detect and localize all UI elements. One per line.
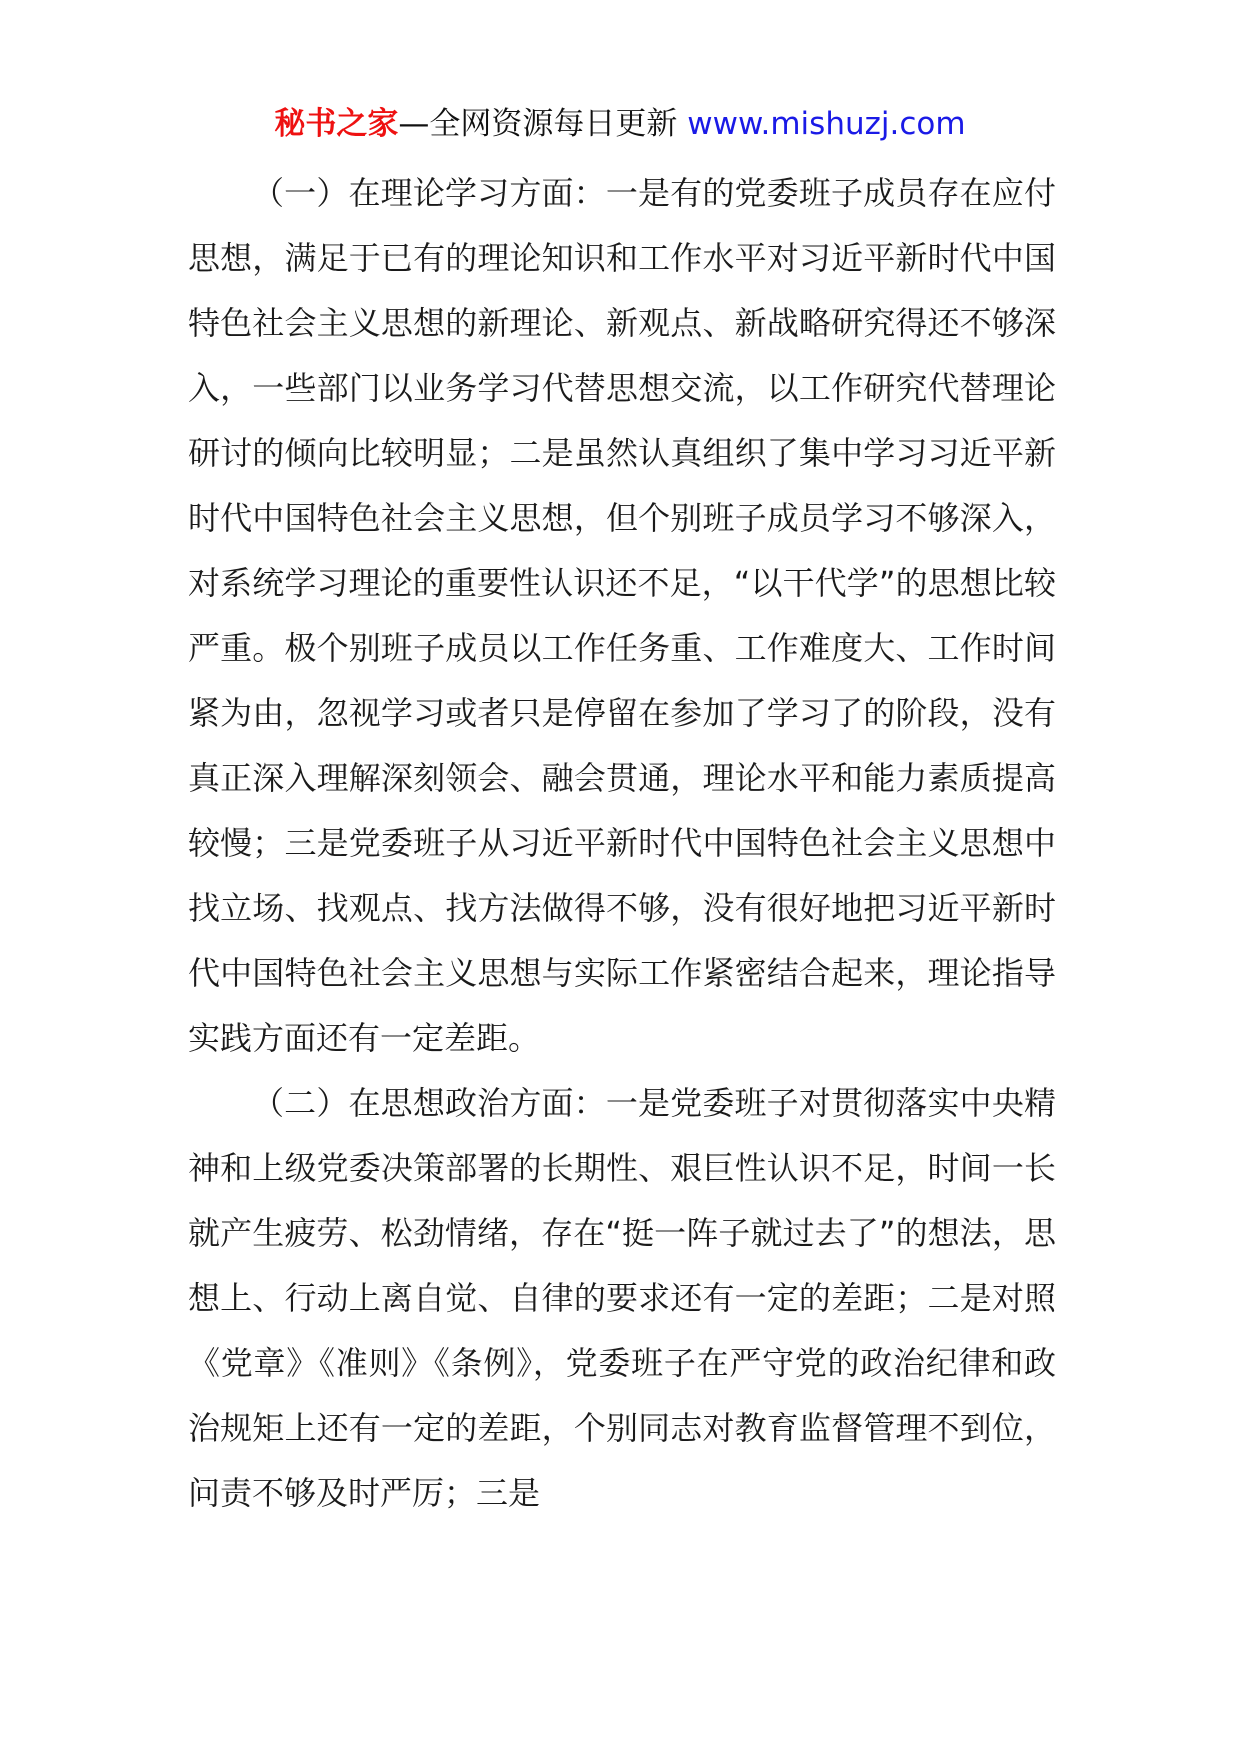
brand-name: 秘书之家 — [274, 106, 399, 142]
paragraph-ideological-political: （二）在思想政治方面：一是党委班子对贯彻落实中央精神和上级党委决策部署的长期性、艰巨性认识不足，时间一长就产生疲劳、松劲情绪，存在“挺一阵子就过去了”的想法，思想上、行动上离自觉、自律的要求还有一定的差距；二是对照《党章》《准则》《条例》，党委班子在严守党的政治纪律和政治规矩上还有一定的差距，个别同志对教育监督管理不到位，问责不够及时严厉；三是 — [188, 1084, 1056, 1512]
header-tagline: —全网资源每日更新 — [398, 106, 678, 142]
paragraph-theory-study: （一）在理论学习方面：一是有的党委班子成员存在应付思想，满足于已有的理论知识和工作水平对习近平新时代中国特色社会主义思想的新理论、新观点、新战略研究得还不够深入，一些部门以业务学习代替思想交流，以工作研究代替理论研讨的倾向比较明显；二是虽然认真组织了集中学习习近平新时代中国特色社会主义思想，但个别班子成员学习不够深入，对系统学习理论的重要性认识还不足，“以干代学”的思想比较严重。极个别班子成员以工作任务重、工作难度大、工作时间紧为由，忽视学习或者只是停留在参加了学习了的阶段，没有真正深入理解深刻领会、融会贯通，理论水平和能力素质提高较慢；三是党委班子从习近平新时代中国特色社会主义思想中找立场、找观点、找方法做得不够，没有很好地把习近平新时代中国特色社会主义思想与实际工作紧密结合起来，理论指导实践方面还有一定差距。 — [188, 174, 1056, 1057]
page-header — [0, 98, 1240, 150]
document-body — [188, 161, 1056, 1526]
website-link[interactable]: www.mishuzj.com — [687, 106, 966, 142]
